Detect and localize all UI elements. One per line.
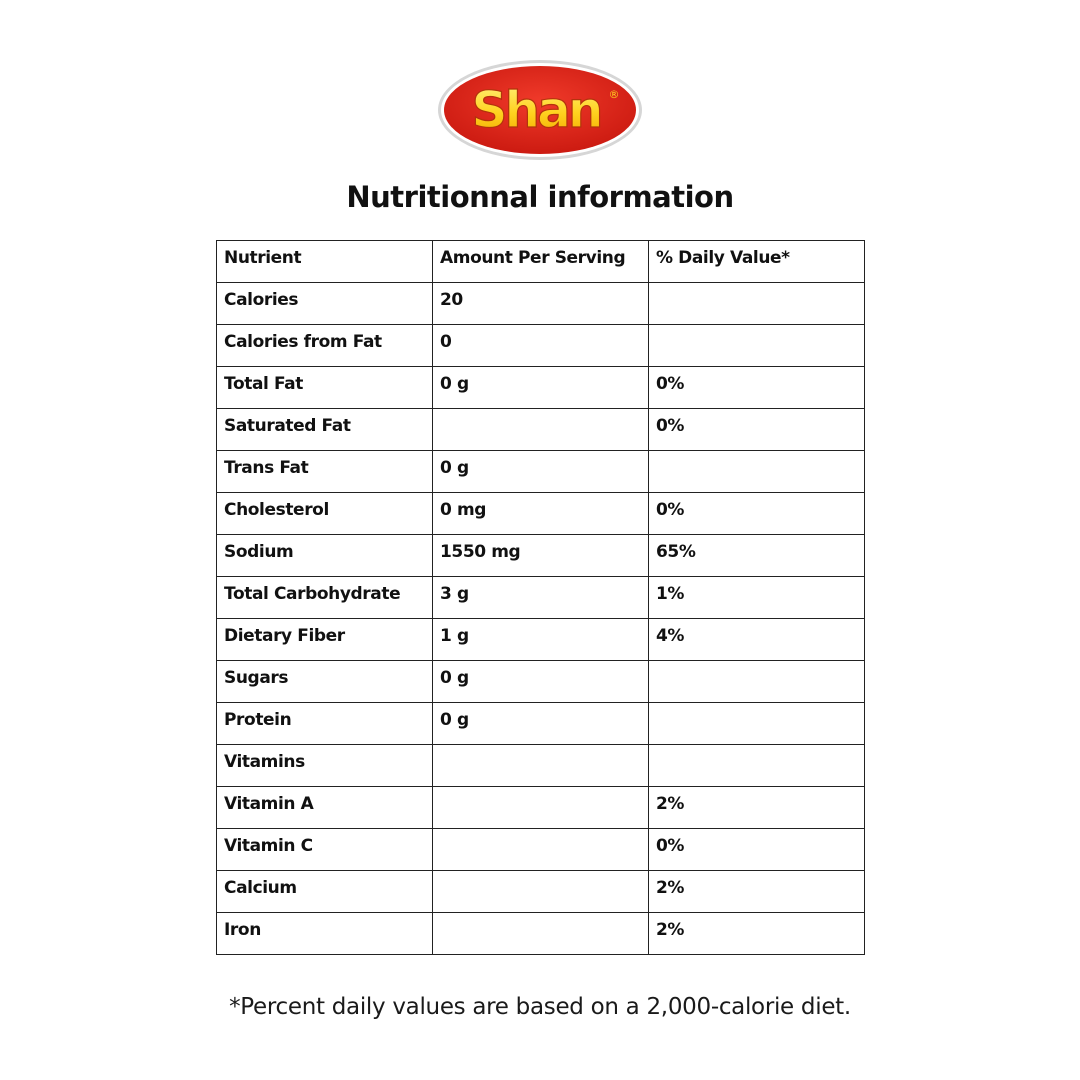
amount-cell <box>433 913 649 955</box>
daily-value-cell: 0% <box>649 829 865 871</box>
nutrient-cell: Cholesterol <box>217 493 433 535</box>
table-row <box>217 619 865 661</box>
daily-value-cell <box>649 703 865 745</box>
nutrient-cell: Vitamin C <box>217 829 433 871</box>
nutrient-cell: Sodium <box>217 535 433 577</box>
table-row <box>217 493 865 535</box>
table-row <box>217 409 865 451</box>
amount-cell: 0 g <box>433 661 649 703</box>
logo-registered-mark: ® <box>608 88 620 101</box>
daily-value-cell: 2% <box>649 871 865 913</box>
nutrient-cell: Saturated Fat <box>217 409 433 451</box>
nutrition-table <box>216 240 865 955</box>
nutrient-cell: Total Carbohydrate <box>217 577 433 619</box>
footnote: *Percent daily values are based on a 2,000-calorie diet. <box>229 994 851 1020</box>
nutrient-cell: Iron <box>217 913 433 955</box>
amount-cell <box>433 829 649 871</box>
amount-cell: 1 g <box>433 619 649 661</box>
table-row <box>217 325 865 367</box>
daily-value-cell: 2% <box>649 787 865 829</box>
table-row <box>217 367 865 409</box>
table-row <box>217 913 865 955</box>
table-row <box>217 871 865 913</box>
daily-value-cell: 0% <box>649 409 865 451</box>
nutrient-cell: Calcium <box>217 871 433 913</box>
daily-value-cell: 1% <box>649 577 865 619</box>
amount-cell: 0 <box>433 325 649 367</box>
table-row <box>217 745 865 787</box>
table-row <box>217 451 865 493</box>
daily-value-cell: 0% <box>649 493 865 535</box>
nutrient-cell: Vitamins <box>217 745 433 787</box>
nutrient-cell: Dietary Fiber <box>217 619 433 661</box>
column-header-daily-value: % Daily Value* <box>649 241 865 283</box>
column-header-nutrient: Nutrient <box>217 241 433 283</box>
table-header-row <box>217 241 865 283</box>
nutrient-cell: Vitamin A <box>217 787 433 829</box>
daily-value-cell <box>649 661 865 703</box>
daily-value-cell: 4% <box>649 619 865 661</box>
table-row <box>217 577 865 619</box>
amount-cell: 0 g <box>433 703 649 745</box>
logo-wordmark: Shan <box>471 81 601 139</box>
amount-cell: 0 g <box>433 451 649 493</box>
table-row <box>217 703 865 745</box>
amount-cell: 0 mg <box>433 493 649 535</box>
nutrient-cell: Calories from Fat <box>217 325 433 367</box>
daily-value-cell: 65% <box>649 535 865 577</box>
nutrient-cell: Trans Fat <box>217 451 433 493</box>
amount-cell <box>433 871 649 913</box>
amount-cell: 20 <box>433 283 649 325</box>
amount-cell <box>433 409 649 451</box>
nutrient-cell: Calories <box>217 283 433 325</box>
table-body <box>217 283 865 955</box>
daily-value-cell <box>649 745 865 787</box>
column-header-amount: Amount Per Serving <box>433 241 649 283</box>
nutrient-cell: Protein <box>217 703 433 745</box>
nutrient-cell: Sugars <box>217 661 433 703</box>
amount-cell: 3 g <box>433 577 649 619</box>
amount-cell <box>433 745 649 787</box>
daily-value-cell <box>649 283 865 325</box>
daily-value-cell: 2% <box>649 913 865 955</box>
table-row <box>217 661 865 703</box>
nutrient-cell: Total Fat <box>217 367 433 409</box>
daily-value-cell <box>649 325 865 367</box>
table-row <box>217 787 865 829</box>
shan-logo <box>436 58 644 162</box>
daily-value-cell <box>649 451 865 493</box>
table-row <box>217 829 865 871</box>
table-row <box>217 283 865 325</box>
page-title: Nutritionnal information <box>346 180 734 214</box>
amount-cell: 1550 mg <box>433 535 649 577</box>
table-row <box>217 535 865 577</box>
amount-cell <box>433 787 649 829</box>
amount-cell: 0 g <box>433 367 649 409</box>
daily-value-cell: 0% <box>649 367 865 409</box>
